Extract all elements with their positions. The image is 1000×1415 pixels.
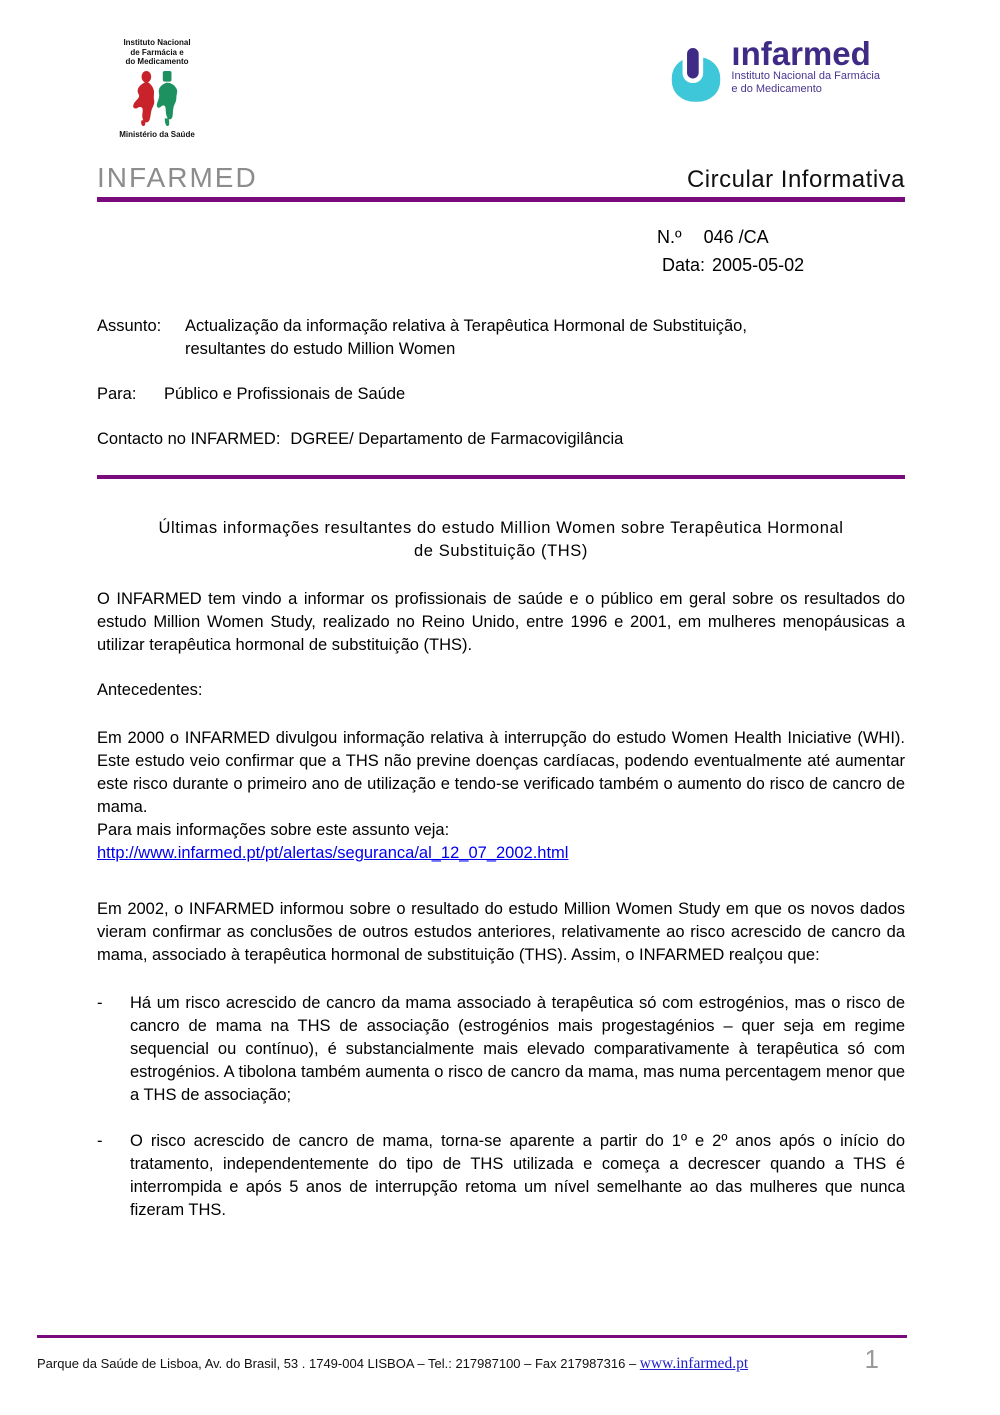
assunto-label: Assunto: — [97, 317, 162, 335]
infarmed-website-link[interactable]: www.infarmed.pt — [639, 1355, 749, 1372]
bullet-marker: - — [97, 1132, 103, 1150]
ministry-logo-line1: Instituto Nacional — [123, 38, 191, 47]
field-assunto — [97, 315, 905, 361]
footer-divider-rule — [37, 1335, 907, 1338]
infarmed-subtitle-line1: Instituto Nacional da Farmácia — [731, 70, 880, 82]
date-value: 2005-05-02 — [712, 255, 805, 275]
assunto-value: Actualização da informação relativa à Terapêutica Hormonal de Substituição, resultantes do estudo Million Women — [185, 317, 747, 358]
ministry-logo-line2: de Farmácia e — [130, 47, 184, 57]
masthead-infarmed: INFARMED — [97, 162, 258, 193]
two-figures-icon — [128, 70, 186, 128]
date-label: Data: — [662, 255, 706, 275]
footer-row — [37, 1344, 907, 1375]
list-item — [97, 992, 905, 1107]
list-item — [97, 1130, 905, 1222]
number-value: 046 /CA — [703, 227, 769, 247]
page-number: 1 — [864, 1344, 879, 1374]
link-intro-text: Para mais informações sobre este assunto veja: — [97, 821, 450, 839]
footer-address-text: Parque da Saúde de Lisboa, Av. do Brasil, 53 . 1749-004 LISBOA – Tel.: 217987100 – Fax 217987316 – — [37, 1356, 640, 1371]
para-label: Para: — [97, 385, 137, 403]
bullet-list — [97, 992, 905, 1222]
field-para — [97, 383, 905, 406]
header-logos-row — [97, 0, 905, 138]
circular-number-line — [657, 223, 905, 251]
infarmed-subtitle-line2: e do Medicamento — [731, 83, 822, 95]
contacto-label: Contacto no INFARMED: — [97, 430, 281, 448]
paragraph-intro: O INFARMED tem vindo a informar os profissionais de saúde e o público em geral sobre os resultados do estudo Million Women Study, realizado no Reino Unido, entre 1996 e 2001, em mulheres menopáusicas a utilizar terapêutica hormonal de substituição (THS). — [97, 590, 905, 654]
infarmed-pill-icon — [670, 44, 722, 104]
ministry-logo-text — [97, 38, 217, 67]
field-contacto — [97, 428, 905, 451]
infarmed-logo-text — [731, 35, 880, 96]
alert-2002-link[interactable]: http://www.infarmed.pt/pt/alertas/seguranca/al_12_07_2002.html — [97, 844, 569, 862]
bullet-text-risk-estrogen: Há um risco acrescido de cancro da mama associado à terapêutica só com estrogénios, mas o risco de cancro de mama na THS de associação (estrogénios mais progestagénios – quer seja em regime sequencial ou contínuo), é substancialmente mais elevado comparativamente à terapêutica só com estrogénios. A tibolona também aumenta o risco de cancro da mama, mas numa percentagem menor que a THS de associação; — [130, 994, 905, 1104]
bullet-text-risk-onset: O risco acrescido de cancro de mama, torna-se aparente a partir do 1º e 2º anos após o início do tratamento, independentemente do tipo de THS utilizada e começa a decrescer quando a THS é interrompida e após 5 anos de interrupção retoma um nível semelhante ao das mulheres que nunca fizeram THS. — [130, 1132, 905, 1219]
para-value: Público e Profissionais de Saúde — [164, 385, 406, 403]
ministry-logo — [97, 38, 217, 139]
info-fields — [97, 315, 905, 451]
body-title: Últimas informações resultantes do estudo Million Women sobre Terapêutica Hormonal de Substituição (THS) — [158, 519, 844, 560]
ministry-logo-caption: Ministério da Saúde — [119, 129, 195, 139]
antecedentes-heading: Antecedentes: — [97, 681, 203, 699]
infarmed-wordmark: ınfarmed — [731, 35, 871, 72]
paragraph-antecedentes: Em 2000 o INFARMED divulgou informação relativa à interrupção do estudo Women Health Iniciative (WHI). Este estudo veio confirmar que a THS não previne doenças cardíacas, podendo eventualmente até aumentar este risco durante o primeiro ano de utilização e tendo-se verificado também o aumento do risco de cancro de mama. — [97, 729, 905, 816]
circular-date-line — [657, 251, 905, 279]
number-label: N.º — [657, 227, 682, 247]
contacto-value: DGREE/ Departamento de Farmacovigilância — [290, 430, 624, 448]
document-type-title: Circular Informativa — [686, 166, 905, 193]
document-meta — [657, 223, 905, 279]
header-divider-rule — [97, 197, 905, 202]
paragraph-2002: Em 2002, o INFARMED informou sobre o resultado do estudo Million Women Study em que os novos dados vieram confirmar as conclusões de outros estudos anteriores, relativamente ao risco acrescido de cancro da mama, associado à terapêutica hormonal de substituição (THS). Assim, o INFARMED realçou que: — [97, 900, 905, 964]
footer-address — [37, 1355, 748, 1373]
masthead-row — [97, 162, 905, 194]
ministry-logo-line3: do Medicamento — [125, 57, 189, 66]
bullet-marker: - — [97, 994, 103, 1012]
infarmed-logo — [670, 35, 880, 104]
page-footer — [37, 1335, 907, 1375]
section-divider-rule — [97, 475, 905, 479]
